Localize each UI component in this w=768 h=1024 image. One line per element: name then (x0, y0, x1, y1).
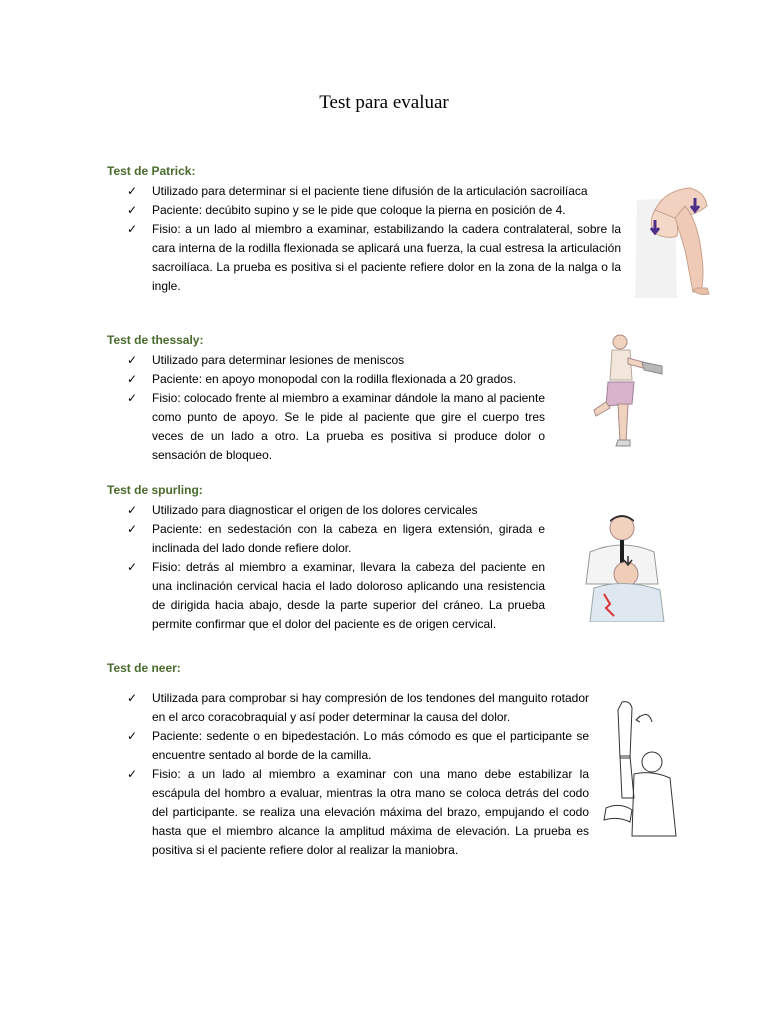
list-item (107, 558, 545, 634)
check-icon: ✓ (127, 184, 138, 198)
check-icon: ✓ (127, 372, 138, 386)
list-item (107, 520, 545, 558)
neer-test-illustration (600, 698, 684, 840)
check-icon: ✓ (127, 691, 138, 705)
list-item (107, 727, 589, 765)
section-neer-heading-wrap (107, 660, 589, 679)
bullet-list (107, 351, 545, 465)
list-item-text: Fisio: a un lado al miembro a examinar, estabilizando la cadera contralateral, sobre la cara interna de la rodilla flexionada se aplicará una fuerza, la cual estresa la articulación sacroilíaca. La prueba es positiva si el paciente refiere dolor en la zona de la nalga o la ingle. (152, 222, 621, 293)
list-item (107, 765, 589, 860)
section-neer (107, 689, 589, 860)
section-heading: Test de neer: (107, 661, 181, 675)
list-item-text: Fisio: colocado frente al miembro a examinar dándole la mano al paciente como punto de apoyo. Se le pide al paciente que gire el cuerpo tres veces de un lado a otro. La prueba es positiva si produce dolor o sensación de bloqueo. (152, 391, 545, 462)
section-heading: Test de Patrick: (107, 164, 196, 178)
bullet-list (107, 689, 589, 860)
list-item (107, 501, 545, 520)
list-item-text: Fisio: a un lado al miembro a examinar con una mano debe estabilizar la escápula del hombro a evaluar, mientras la otra mano se coloca detrás del codo del participante. se realiza una elevación máxima del brazo, empujando el codo hasta que el miembro alcance la amplitud máxima de elevación. La prueba es positiva si el paciente refiere dolor al realizar la maniobra. (152, 767, 589, 857)
list-item-text: Utilizada para comprobar si hay compresión de los tendones del manguito rotador en el arco coracobraquial y así poder determinar la causa del dolor. (152, 691, 589, 724)
list-item-text: Utilizado para determinar lesiones de meniscos (152, 353, 405, 367)
spurling-test-illustration (584, 512, 676, 622)
list-item-text: Utilizado para determinar si el paciente tiene difusión de la articulación sacroilíaca (152, 184, 588, 198)
bullet-list (107, 182, 621, 296)
thessaly-test-illustration (588, 332, 664, 454)
check-icon: ✓ (127, 767, 138, 781)
list-item-text: Utilizado para diagnosticar el origen de los dolores cervicales (152, 503, 478, 517)
check-icon: ✓ (127, 222, 138, 236)
page-title: Test para evaluar (319, 92, 449, 113)
section-spurling (107, 482, 545, 634)
check-icon: ✓ (127, 353, 138, 367)
section-thessaly (107, 332, 545, 465)
check-icon: ✓ (127, 560, 138, 574)
list-item-text: Paciente: decúbito supino y se le pide que coloque la pierna en posición de 4. (152, 203, 566, 217)
list-item-text: Paciente: sedente o en bipedestación. Lo más cómodo es que el participante se encuentre sentado al borde de la camilla. (152, 729, 589, 762)
section-heading: Test de spurling: (107, 483, 203, 497)
list-item (107, 370, 545, 389)
check-icon: ✓ (127, 729, 138, 743)
list-item-text: Paciente: en apoyo monopodal con la rodilla flexionada a 20 grados. (152, 372, 517, 386)
list-item (107, 201, 621, 220)
bullet-list (107, 501, 545, 634)
list-item-text: Paciente: en sedestación con la cabeza en ligera extensión, girada e inclinada del lado donde refiere dolor. (152, 522, 545, 555)
section-heading: Test de thessaly: (107, 333, 204, 347)
check-icon: ✓ (127, 522, 138, 536)
list-item (107, 220, 621, 296)
list-item (107, 182, 621, 201)
list-item (107, 389, 545, 465)
check-icon: ✓ (127, 203, 138, 217)
patrick-test-illustration (635, 180, 715, 298)
list-item (107, 689, 589, 727)
section-patrick (107, 163, 621, 296)
list-item (107, 351, 545, 370)
list-item-text: Fisio: detrás al miembro a examinar, llevara la cabeza del paciente en una inclinación cervical hacia el lado doloroso aplicando una resistencia de dirigida hacia abajo, desde la parte superior del cráneo. La prueba permite confirmar que el dolor del paciente es de origen cervical. (152, 560, 545, 631)
check-icon: ✓ (127, 503, 138, 517)
check-icon: ✓ (127, 391, 138, 405)
